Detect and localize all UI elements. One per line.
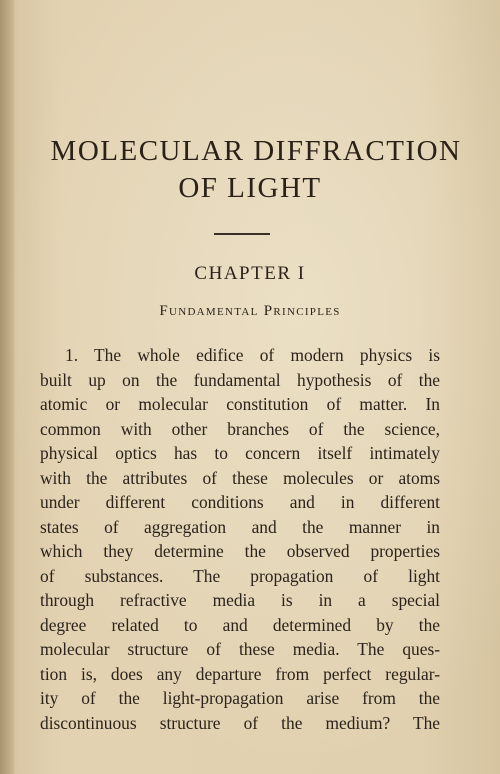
text-line: molecular structure of these media. The ques- [40,639,440,659]
text-line: under different conditions and in different [40,492,440,512]
chapter-heading: CHAPTER I [194,263,306,284]
text-line: degree related to and determined by the [40,614,440,635]
text-line: 1. The whole edifice of modern physics is [65,345,440,365]
text-line: physical optics has to concern itself intimately [40,443,440,463]
title-line-1: MOLECULAR DIFFRACTION [50,135,462,167]
text-line: tion is, does any departure from perfect regular- [40,663,440,684]
text-line: common with other branches of the science, [40,418,440,439]
text-line: states of aggregation and the manner in [40,516,440,537]
text-line: through refractive media is in a special [40,590,440,610]
text-line: discontinuous structure of the medium? The [40,712,440,733]
section-heading: Fundamental Principles [159,303,341,319]
page-gutter-shadow [0,0,14,774]
paragraph [40,343,440,735]
title-divider [214,233,270,235]
text-line: built up on the fundamental hypothesis of the [40,369,440,390]
text-line: ity of the light-propagation arise from the [40,688,440,708]
text-line: of substances. The propagation of light [40,565,440,586]
text-line: atomic or molecular constitution of matter. In [40,394,440,414]
text-line: which they determine the observed properties [40,541,440,561]
text-line: with the attributes of these molecules or atoms [40,467,440,488]
title-line-2: OF LIGHT [178,172,322,204]
